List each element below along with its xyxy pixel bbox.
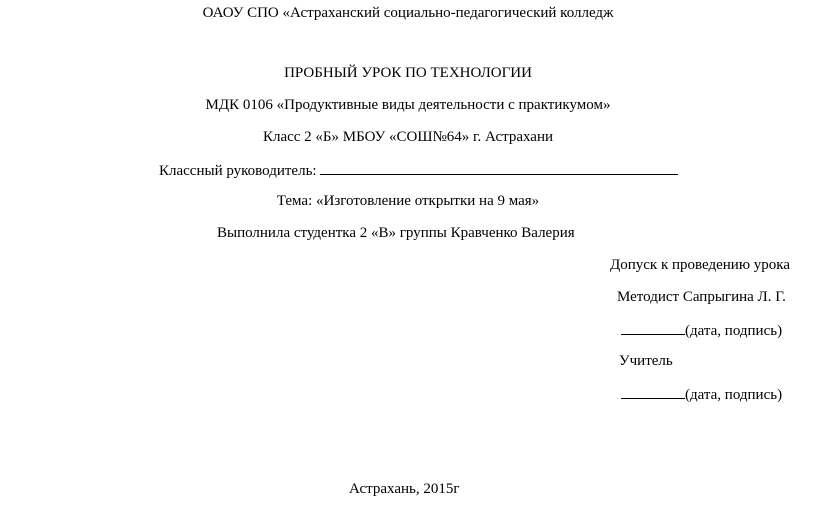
teacher-signature-blank-line (621, 384, 685, 399)
city-year: Астрахань, 2015г (349, 481, 460, 497)
admission-label: Допуск к проведению урока (610, 257, 790, 273)
teacher-label: Учитель (619, 353, 673, 369)
performer-info: Выполнила студентка 2 «В» группы Кравченко Валерия (217, 225, 575, 241)
document-title: ПРОБНЫЙ УРОК ПО ТЕХНОЛОГИИ (284, 65, 532, 81)
organization-name: ОАОУ СПО «Астраханский социально-педагогический колледж (202, 5, 614, 21)
methodist-signature-label: (дата, подпись) (685, 323, 783, 339)
methodist-signature-row (621, 320, 782, 340)
class-info: Класс 2 «Б» МБОУ «СОШ№64» г. Астрахани (262, 129, 554, 145)
lesson-topic: Тема: «Изготовление открытки на 9 мая» (276, 193, 540, 209)
class-teacher-label: Классный руководитель: (159, 163, 317, 179)
methodist-name: Методист Сапрыгина Л. Г. (617, 289, 786, 305)
module-name: МДК 0106 «Продуктивные виды деятельности с практикумом» (205, 97, 611, 113)
teacher-signature-label: (дата, подпись) (685, 387, 783, 403)
class-teacher-blank-line (320, 160, 678, 175)
methodist-signature-blank-line (621, 320, 685, 335)
teacher-signature-row (621, 384, 782, 404)
class-teacher-row (159, 160, 678, 180)
